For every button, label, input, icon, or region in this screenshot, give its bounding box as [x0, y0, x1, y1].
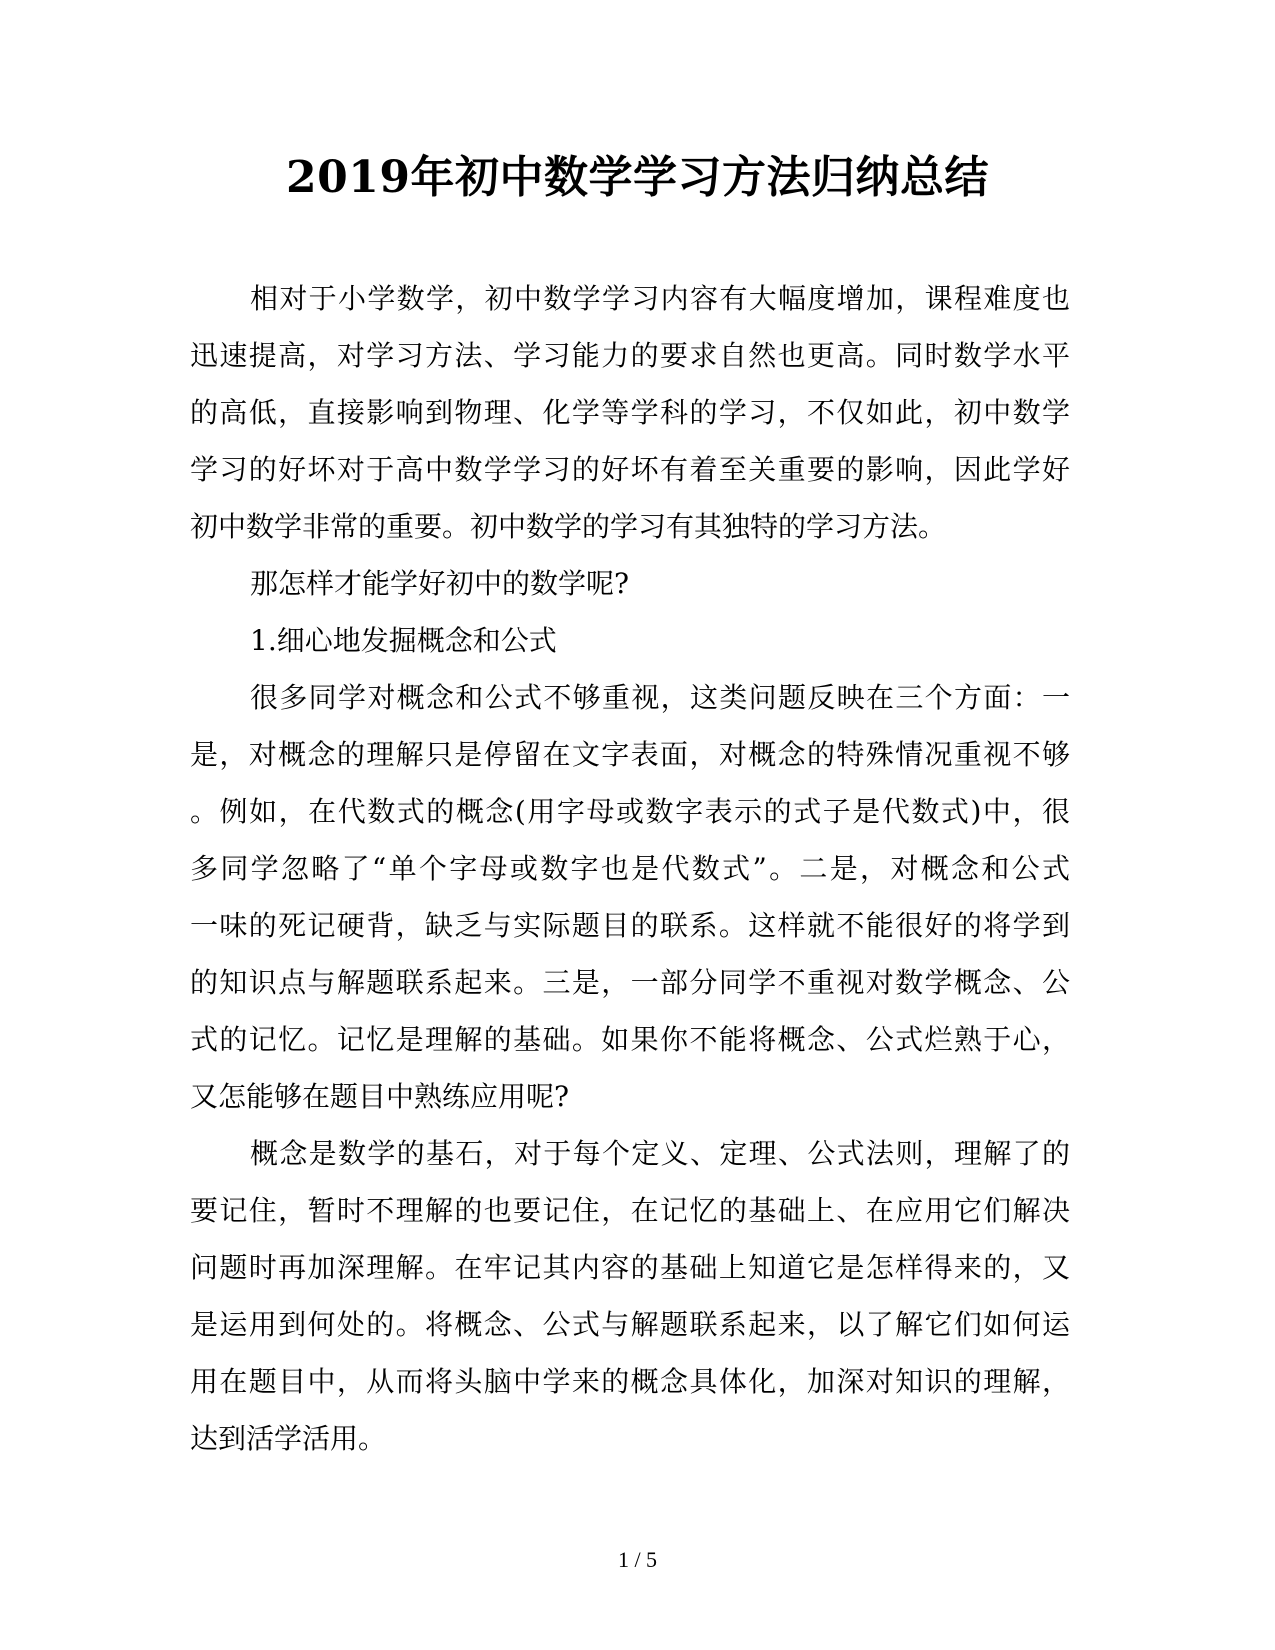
page-number: 1 / 5	[617, 1547, 658, 1572]
text-line: 学习的好坏对于高中数学学习的好坏有着至关重要的影响，因此学好	[190, 453, 1070, 486]
text-line: 要记住，暂时不理解的也要记住，在记忆的基础上、在应用它们解决	[190, 1194, 1070, 1227]
text-line: 相对于小学数学，初中数学学习内容有大幅度增加，课程难度也	[250, 282, 1070, 315]
paragraph-question	[190, 555, 1070, 612]
text-line: 的高低，直接影响到物理、化学等学科的学习，不仅如此，初中数学	[190, 396, 1070, 429]
paragraph-concepts	[190, 669, 1070, 1125]
text-line: 初中数学非常的重要。初中数学的学习有其独特的学习方法。	[190, 510, 947, 543]
text-line: 的知识点与解题联系起来。三是，一部分同学不重视对数学概念、公	[190, 966, 1070, 999]
text-line: 。例如，在代数式的概念(用字母或数字表示的式子是代数式)中，很	[190, 795, 1070, 828]
text-line: 达到活学活用。	[190, 1422, 387, 1455]
paragraph-intro	[190, 270, 1070, 555]
document-body	[190, 270, 1070, 1467]
text-line: 用在题目中，从而将头脑中学来的概念具体化，加深对知识的理解，	[190, 1365, 1070, 1398]
text-line: 迅速提高，对学习方法、学习能力的要求自然也更高。同时数学水平	[190, 339, 1070, 372]
text-line: 式的记忆。记忆是理解的基础。如果你不能将概念、公式烂熟于心，	[190, 1023, 1070, 1056]
text-line: 那怎样才能学好初中的数学呢?	[250, 567, 630, 600]
section-heading	[190, 612, 1070, 669]
section-heading-text: 1.细心地发掘概念和公式	[250, 624, 557, 657]
text-line: 是，对概念的理解只是停留在文字表面，对概念的特殊情况重视不够	[190, 738, 1070, 771]
text-line: 概念是数学的基石，对于每个定义、定理、公式法则，理解了的	[250, 1137, 1070, 1170]
text-line: 很多同学对概念和公式不够重视，这类问题反映在三个方面：一	[250, 681, 1070, 714]
text-line: 一味的死记硬背，缺乏与实际题目的联系。这样就不能很好的将学到	[190, 909, 1070, 942]
document-title: 2019年初中数学学习方法归纳总结	[286, 152, 989, 203]
text-line: 是运用到何处的。将概念、公式与解题联系起来，以了解它们如何运	[190, 1308, 1070, 1341]
text-line: 多同学忽略了“单个字母或数字也是代数式”。二是，对概念和公式	[190, 852, 1070, 885]
text-line: 又怎能够在题目中熟练应用呢?	[190, 1080, 570, 1113]
text-line: 问题时再加深理解。在牢记其内容的基础上知道它是怎样得来的，又	[190, 1251, 1070, 1284]
paragraph-cornerstone	[190, 1125, 1070, 1467]
